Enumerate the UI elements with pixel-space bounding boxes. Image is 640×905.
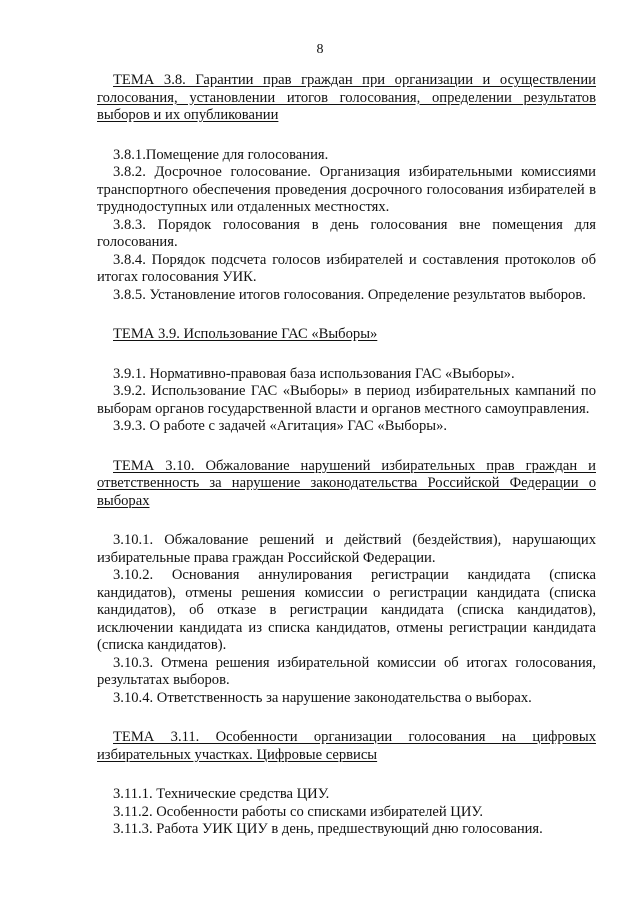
topic-item: 3.8.2. Досрочное голосование. Организация избирательными комиссиями транспортного обеспечения проведения досрочного голосования избирателей в труднодоступных или отдаленных местностях. (97, 164, 596, 215)
topic-item: 3.11.1. Технические средства ЦИУ. (113, 786, 330, 802)
topic-item: 3.8.5. Установление итогов голосования. Определение результатов выборов. (113, 286, 586, 303)
topic-item: 3.10.4. Ответственность за нарушение законодательства о выборах. (113, 689, 532, 706)
topic-item: 3.9.2. Использование ГАС «Выборы» в период избирательных кампаний по выборам органов государственной власти и органов местного самоуправления. (97, 383, 596, 417)
topic-3-8 (97, 72, 596, 304)
page-number: 8 (316, 42, 324, 57)
topic-item: 3.9.1. Нормативно-правовая база использования ГАС «Выборы». (113, 365, 515, 382)
topic-title: ТЕМА 3.11. Особенности организации голосования на цифровых избирательных участках. Цифровые сервисы (97, 729, 596, 763)
topic-item: 3.8.1.Помещение для голосования. (113, 146, 329, 163)
topic-title: ТЕМА 3.9. Использование ГАС «Выборы» (113, 326, 378, 342)
document-body (97, 72, 596, 839)
topic-item: 3.8.3. Порядок голосования в день голосования вне помещения для голосования. (97, 216, 596, 250)
topic-title: ТЕМА 3.8. Гарантии прав граждан при организации и осуществлении голосования, установлении итогов голосования, определении результатов выборов и их опубликовании (97, 72, 596, 123)
topic-item: 3.10.3. Отмена решения избирательной комиссии об итогах голосования, результатах выборов. (97, 654, 596, 688)
topic-item: 3.11.3. Работа УИК ЦИУ в день, предшествующий дню голосования. (113, 821, 543, 837)
topic-item: 3.9.3. О работе с задачей «Агитация» ГАС «Выборы». (113, 418, 448, 434)
topic-item: 3.11.2. Особенности работы со списками избирателей ЦИУ. (113, 803, 483, 820)
topic-item: 3.10.1. Обжалование решений и действий (бездействия), нарушающих избирательные права граждан Российской Федерации. (97, 532, 596, 566)
topic-3-9 (97, 326, 596, 436)
topic-item: 3.10.2. Основания аннулирования регистрации кандидата (списка кандидатов), отмены решения комиссии о регистрации кандидата (списка кандидатов), об отказе в регистрации кандидата (списка кандидатов), исключении кандидата из списка кандидатов, отмены регистрации кандидата (списка кандидатов). (97, 567, 596, 653)
topic-3-10 (97, 458, 596, 708)
topic-item: 3.8.4. Порядок подсчета голосов избирателей и составления протоколов об итогах голосования УИК. (97, 251, 596, 285)
topic-title: ТЕМА 3.10. Обжалование нарушений избирательных прав граждан и ответственность за нарушение законодательства Российской Федерации о выборах (97, 457, 596, 509)
topic-3-11 (97, 729, 596, 839)
